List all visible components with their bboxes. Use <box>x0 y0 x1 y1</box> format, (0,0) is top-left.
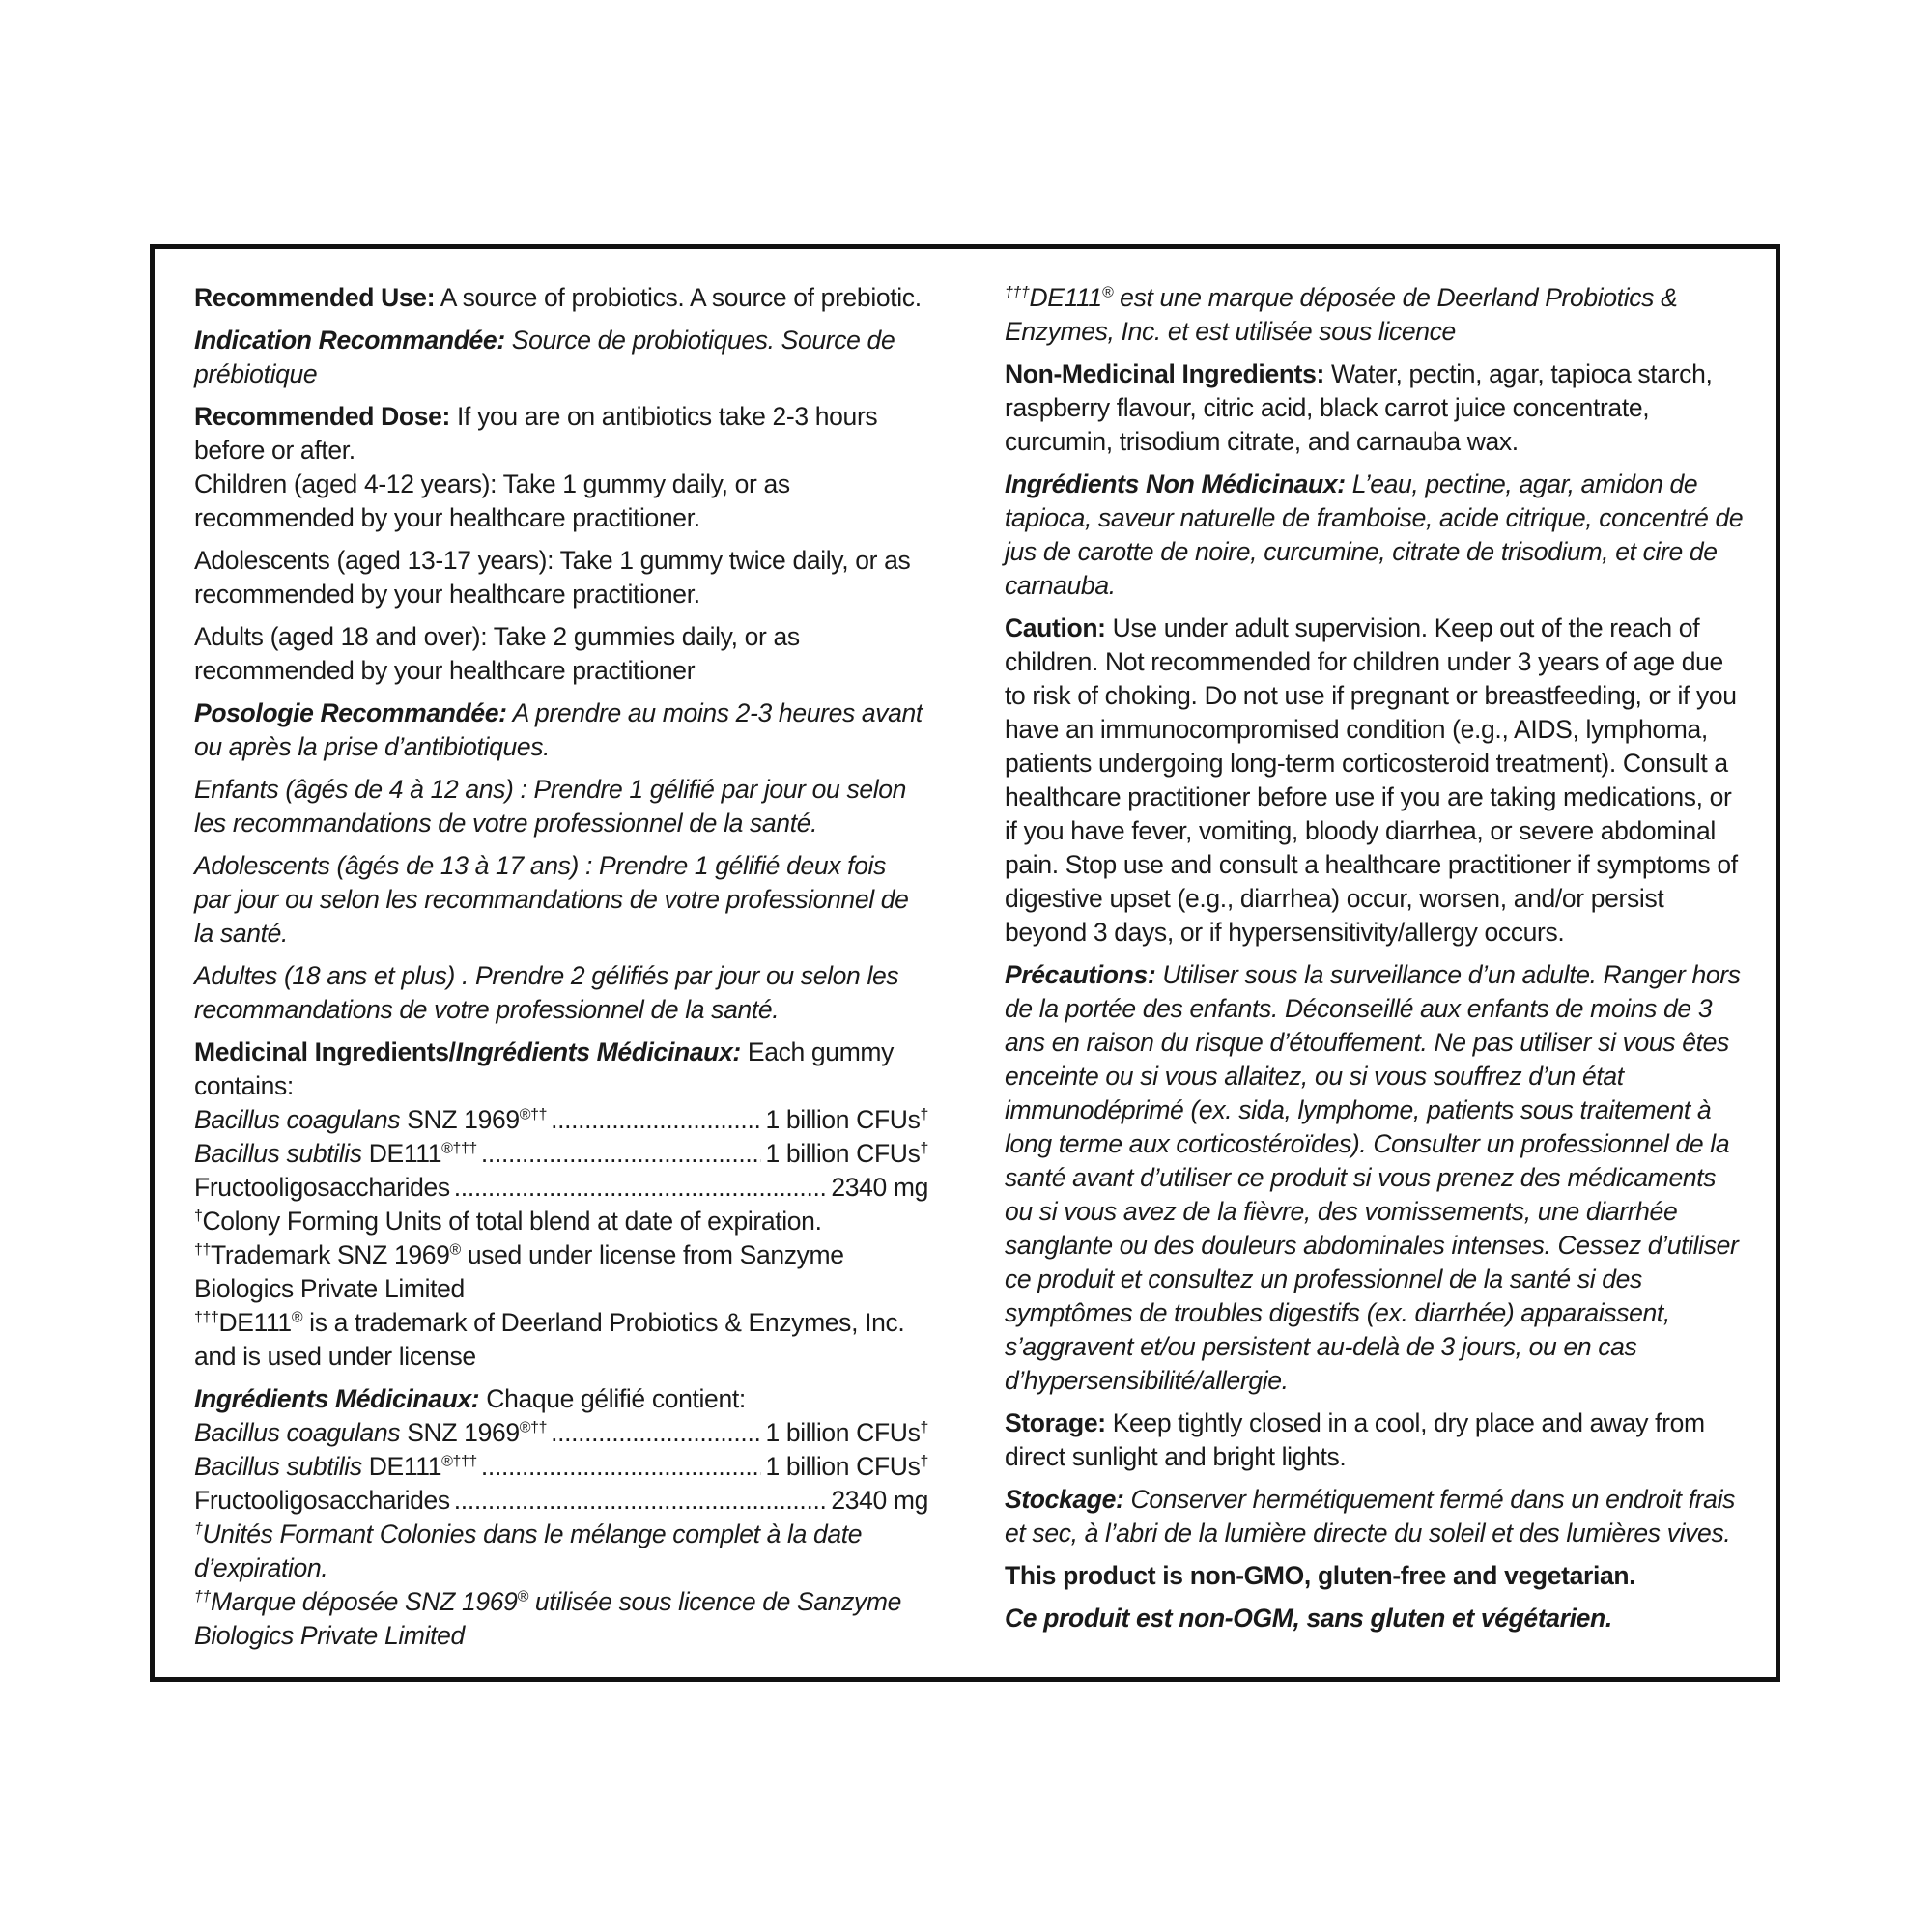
ingredients-medicinaux-label: Ingrédients Médicinaux: <box>194 1384 480 1413</box>
non-medicinaux-label: Ingrédients Non Médicinaux: <box>1005 469 1346 498</box>
ingredient-row: Fructooligosaccharides ..... 2340 mg <box>194 1171 928 1205</box>
non-medicinaux-text: L’eau, pectine, agar, amidon de tapioca, saveur naturelle de framboise, acide citrique, concentré de jus de carotte de noire, curcumine, citrate de trisodium, et cire de carnauba. <box>1005 469 1744 600</box>
footnote-ufc-fr: †Unités Formant Colonies dans le mélange complet à la date d’expiration. <box>194 1520 863 1582</box>
precautions <box>1005 958 1748 1398</box>
medicinal-ingredients-label-en: Medicinal Ingredients/ <box>194 1037 456 1066</box>
non-gmo-statement-fr: Ce produit est non-OGM, sans gluten et végétarien. <box>1005 1604 1612 1633</box>
posologie-enfants: Enfants (âgés de 4 à 12 ans) : Prendre 1 gélifié par jour ou selon les recommandations de votre professionnel de la santé. <box>194 775 907 838</box>
recommended-use <box>194 281 928 315</box>
ingredient-row: Bacillus coagulans SNZ 1969®†† ..... 1 billion CFUs† <box>194 1416 928 1450</box>
leader-dots <box>481 1450 762 1484</box>
medicinal-ingredients-heading <box>194 1036 928 1103</box>
footnote-snz-fr: ††Marque déposée SNZ 1969® utilisée sous licence de Sanzyme Biologics Private Limited <box>194 1587 902 1650</box>
caution <box>1005 611 1748 950</box>
stockage <box>1005 1483 1748 1550</box>
ingredient-table-fr <box>194 1416 928 1518</box>
leader-dots <box>551 1416 761 1450</box>
label-panel <box>150 244 1780 1682</box>
posologie-label: Posologie Recommandée: <box>194 698 507 727</box>
storage-text: Keep tightly closed in a cool, dry place and away from direct sunlight and bright lights. <box>1005 1408 1705 1471</box>
ingredient-row: Fructooligosaccharides ..... 2340 mg <box>194 1484 928 1518</box>
recommended-dose-label: Recommended Dose: <box>194 402 451 431</box>
non-medicinal-text: Water, pectin, agar, tapioca starch, raspberry flavour, citric acid, black carrot juice concentrate, curcumin, trisodium citrate, and carnauba wax. <box>1005 359 1713 456</box>
indication-text: Source de probiotiques. Source de prébiotique <box>194 326 895 388</box>
leader-dots <box>454 1171 828 1205</box>
stockage-text: Conserver hermétiquement fermé dans un endroit frais et sec, à l’abri de la lumière directe du soleil et des lumières vives. <box>1005 1485 1736 1548</box>
footnote-cfu: †Colony Forming Units of total blend at date of expiration. <box>194 1207 822 1236</box>
left-column <box>194 281 928 1653</box>
storage-label: Storage: <box>1005 1408 1106 1437</box>
non-medicinal-label: Non-Medicinal Ingredients: <box>1005 359 1325 388</box>
indication-label: Indication Recommandée: <box>194 326 505 355</box>
dose-children: Children (aged 4-12 years): Take 1 gummy daily, or as recommended by your healthcare practitioner. <box>194 469 790 532</box>
leader-dots <box>551 1103 761 1137</box>
caution-text: Use under adult supervision. Keep out of the reach of children. Not recommended for children under 3 years of age due to risk of choking. Do not use if pregnant or breastfeeding, or if you have an immunocompromised condition (e.g., AIDS, lymphoma, patients undergoing long-term corticosteroid treatment). Consult a healthcare practitioner before use if you are taking medications, or if you have fever, vomiting, bloody diarrhea, or severe abdominal pain. Stop use and consult a healthcare practitioner if symptoms of digestive upset (e.g., diarrhea) occur, worsen, and/or persist beyond 3 days, or if hypersensitivity/allergy occurs. <box>1005 613 1738 947</box>
footnote-de111-fr: †††DE111® est une marque déposée de Deerland Probiotics & Enzymes, Inc. et est utilisée sous licence <box>1005 283 1678 346</box>
ingredients-medicinaux-text: Chaque gélifié contient: <box>479 1384 746 1413</box>
right-column <box>1005 281 1748 1644</box>
ingredient-row: Bacillus coagulans SNZ 1969®†† ..... 1 billion CFUs† <box>194 1103 928 1137</box>
medicinal-ingredients-text: Each gummy contains: <box>194 1037 895 1100</box>
precautions-text: Utiliser sous la surveillance d’un adulte. Ranger hors de la portée des enfants. Déconseillé aux enfants de moins de 3 ans en raison du risque d’étouffement. Ne pas utiliser si vous êtes enceinte ou si vous allaitez, ou si vous souffrez d’un état immunodéprimé (ex. sida, lymphome, patients sous traitement à long terme aux corticostéroïdes). Consulter un professionnel de la santé avant d’utiliser ce produit si vous prenez des médicaments ou si vous avez de la fièvre, des vomissements, une diarrhée sanglante ou des douleurs abdominales intenses. Cessez d’utiliser ce produit et consultez un professionnel de la santé si des symptômes de troubles digestifs (ex. diarrhée) apparaissent, s’aggravent et/ou persistent au-delà de 3 jours, ou en cas d’hypersensibilité/allergie. <box>1005 960 1741 1395</box>
indication-recommandee <box>194 324 928 391</box>
ingredient-row: Bacillus subtilis DE111®††† ..... 1 billion CFUs† <box>194 1137 928 1171</box>
posologie-adultes: Adultes (18 ans et plus) . Prendre 2 gélifiés par jour ou selon les recommandations de votre professionnel de la santé. <box>194 961 899 1024</box>
recommended-dose-text: If you are on antibiotics take 2-3 hours before or after. <box>194 402 878 465</box>
footnote-snz-trademark: ††Trademark SNZ 1969® used under license from Sanzyme Biologics Private Limited <box>194 1240 844 1303</box>
posologie-text: A prendre au moins 2-3 heures avant ou après la prise d’antibiotiques. <box>194 698 923 761</box>
dose-adults: Adults (aged 18 and over): Take 2 gummies daily, or as recommended by your healthcare practitioner <box>194 622 800 685</box>
storage <box>1005 1406 1748 1474</box>
caution-label: Caution: <box>1005 613 1106 642</box>
ingredient-table-en <box>194 1103 928 1205</box>
posologie-adolescents: Adolescents (âgés de 13 à 17 ans) : Prendre 1 gélifié deux fois par jour ou selon les recommandations de votre professionnel de la santé. <box>194 851 909 948</box>
recommended-use-text: A source of probiotics. A source of prebiotic. <box>435 283 922 312</box>
leader-dots <box>454 1484 828 1518</box>
stockage-label: Stockage: <box>1005 1485 1124 1514</box>
dose-adolescents: Adolescents (aged 13-17 years): Take 1 gummy twice daily, or as recommended by your healthcare practitioner. <box>194 546 911 609</box>
precautions-label: Précautions: <box>1005 960 1156 989</box>
recommended-dose <box>194 400 928 468</box>
ingredients-non-medicinaux <box>1005 468 1748 603</box>
leader-dots <box>481 1137 762 1171</box>
recommended-use-label: Recommended Use: <box>194 283 436 312</box>
footnote-de111-trademark: †††DE111® is a trademark of Deerland Probiotics & Enzymes, Inc. and is used under license <box>194 1308 905 1371</box>
medicinal-ingredients-label-fr: Ingrédients Médicinaux: <box>455 1037 741 1066</box>
ingredient-row: Bacillus subtilis DE111®††† ..... 1 billion CFUs† <box>194 1450 928 1484</box>
non-medicinal-ingredients <box>1005 357 1748 459</box>
ingredients-medicinaux-heading <box>194 1382 928 1416</box>
posologie-recommandee <box>194 696 928 764</box>
non-gmo-statement-en: This product is non-GMO, gluten-free and vegetarian. <box>1005 1561 1636 1590</box>
